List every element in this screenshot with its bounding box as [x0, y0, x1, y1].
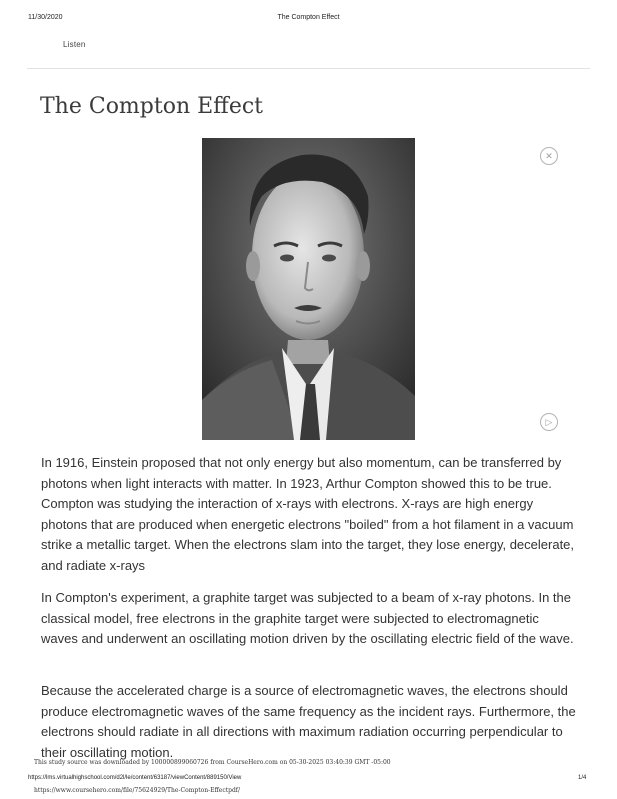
paragraph: Because the accelerated charge is a source of electromagnetic waves, the electrons should produce electromagnetic waves of the same frequency as the incident rays. Furthermore, the electrons should radiate in all directions with maximum radiation occurring perpendicular to their oscillating motion.: [41, 683, 576, 760]
header-divider: [27, 68, 590, 69]
print-date: 11/30/2020: [28, 14, 63, 21]
download-watermark: This study source was downloaded by 100000899060726 from CourseHero.com on 05-30-2025 03:40:39 GMT -05:00: [34, 759, 391, 766]
portrait-photo: [202, 138, 415, 440]
page-number: 1/4: [578, 775, 587, 781]
paragraph: In Compton's experiment, a graphite target was subjected to a beam of x-ray photons. In the classical model, free electrons in the graphite target were subjected to electromagnetic waves and underwent an oscillating motion driven by the oscillating electric field of the wave.: [41, 590, 574, 647]
page-title: The Compton Effect: [40, 94, 263, 119]
source-url-watermark: https://www.coursehero.com/file/75624929/The-Compton-Effectpdf/: [34, 787, 241, 794]
play-circle-icon[interactable]: ▷: [540, 413, 558, 431]
close-circle-icon[interactable]: ✕: [540, 147, 558, 165]
print-header-title: The Compton Effect: [277, 14, 340, 21]
paragraph: In 1916, Einstein proposed that not only energy but also momentum, can be transferred by photons when light interacts with matter. In 1923, Arthur Compton showed this to be true. Compton was studying the interaction of x-rays with electrons. X-rays are high energy photons that are produced when energetic electrons "boiled" from a hot filament in a vacuum strike a metallic target. When the electrons slam into the target, they lose energy, decelerate, and radiate x-rays: [41, 455, 575, 573]
print-footer-url: https://lms.virtualhighschool.com/d2l/le/content/63187/viewContent/889150/View: [28, 775, 242, 781]
listen-button[interactable]: Listen: [63, 40, 86, 49]
